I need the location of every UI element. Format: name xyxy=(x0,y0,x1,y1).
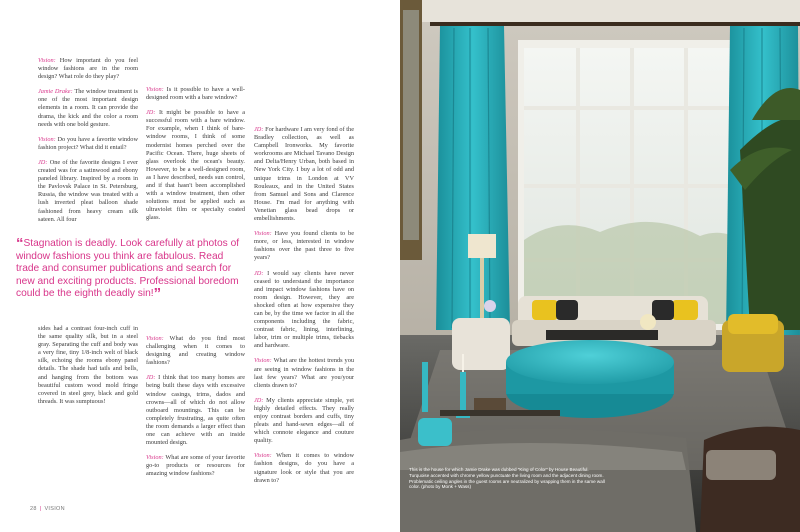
text-column-3 xyxy=(254,126,354,492)
paragraph: JD: My clients appreciate simple, yet highly detailed effects. They really enjoy contrast borders and cuffs, tiny pleats and hand-sewn edges—all of which connote elegance and couture quality. xyxy=(254,396,354,445)
text-column-2 xyxy=(146,86,245,230)
paragraph: Jamie Drake: The window treatment is one of the most important design elements in a room. It can provide the drama, the kick and the color a room needs with one bold gesture. xyxy=(38,88,138,128)
paragraph: sides had a contrast four-inch cuff in the same quality silk, but in a steel gray. Separating the cuff and body was a very fine, tiny 1/8-inch welt of black silk, echoing the rooms ebony panel details. The shade had tails and bells, and hanging from the bottom was beautiful custom wood mold fringe covered in steel grey, black and gold threads. It was sumptuous! xyxy=(38,325,138,405)
living-room-photo xyxy=(400,0,800,532)
right-page-photo xyxy=(400,0,800,532)
paragraph: Vision: What are the hottest trends you are seeing in window fashions in the last few years? What are you/your clients drawn to? xyxy=(254,357,354,389)
text-column-1 xyxy=(38,57,138,231)
paragraph: Vision: How important do you feel window fashions are in the room design? What role do they play? xyxy=(38,57,138,81)
text-column-1-continued xyxy=(38,325,138,413)
pull-quote-text: Stagnation is deadly. Look carefully at photos of window fashions you think are fabulous. Read trade and consumer publications and search for new and exciting products. Professional boredom could be the eighth deadly sin! xyxy=(16,238,240,300)
paragraph: JD: I would say clients have never ceased to understand the importance and impact window fashions have on room design. However, they are shocked often at how expensive they can be, by the time we factor in all the components including the fabric, contrast fabric, lining, interlining, labor, trim or multiple trims, tiebacks and hardware. xyxy=(254,269,354,350)
paragraph: JD: One of the favorite designs I ever created was for a satinwood and ebony paneled library. Inspired by a room in the Pavlovsk Palace in St. Petersburg, Russia, the window was treated with a lush inverted pleat balloon shade fashioned from heavy cream silk sateen. All four xyxy=(38,158,138,223)
paragraph: Vision: Do you have a favorite window fashion project? What did it entail? xyxy=(38,135,138,151)
paragraph: JD: For hardware I am very fond of the Bradley collection, as well as Campbell Ironworks. My favorite workrooms are Michael Tavano Design and Delta/Henry Urban, both based in New York City. I buy a lot of odd and unique trims in London at VV Rouleaux, and in the United States from Samuel and Sons and Clarence House. I'm mad for anything with Venetian glass bead drops or embellishments. xyxy=(254,126,354,223)
paragraph: Vision: Have you found clients to be more, or less, interested in window fashions over the past three to five years? xyxy=(254,230,354,262)
page-number: 28 xyxy=(30,506,37,512)
close-quote-mark: ” xyxy=(153,285,162,303)
text-column-2-continued xyxy=(146,335,245,486)
paragraph: Vision: Is it possible to have a well-designed room with a bare window? xyxy=(146,86,245,102)
folio xyxy=(30,506,65,512)
open-quote-mark: “ xyxy=(16,235,24,252)
pull-quote xyxy=(16,235,244,303)
section-name: VISION xyxy=(44,506,65,512)
paragraph: Vision: What are some of your favorite go-to products or resources for amazing window fashions? xyxy=(146,454,245,478)
paragraph: JD: I think that too many homes are being built these days with excessive window casings, trims, dados and crowns—all of which do not allow outboard mountings. This can be completely frustrating, as quite often the room demands a larger effect than one can achieve with an inside mounted design. xyxy=(146,374,245,447)
paragraph: JD: It might be possible to have a successful room with a bare window. For example, when I think of bare-window rooms, I think of some modernist homes perched over the Pacific Ocean. There, huge sheets of glass overlook the ocean's beauty. However, to be a well-designed room, as I have described, needs sun control, and if that hasn't been accomplished with a window treatment, then other solutions must be applied such as ultraviolet film or specialty coated glass. xyxy=(146,109,245,222)
folio-divider: | xyxy=(39,506,42,512)
paragraph: Vision: What do you find most challenging when it comes to designing and creating window fashions? xyxy=(146,335,245,367)
paragraph: Vision: When it comes to window fashion designs, do you have a signature look or style that you are drawn to? xyxy=(254,452,354,484)
photo-caption: This is the house for which Jamie Drake was dubbed "King of Color" by House Beautiful. Turquoise accented with chrome yellow punctuate the living room and the adjacent dining room. Problematic ceiling angles in the guest rooms are neutralized by wrapping them in the same wall color. (photo by Monk + Wass) xyxy=(409,467,605,490)
